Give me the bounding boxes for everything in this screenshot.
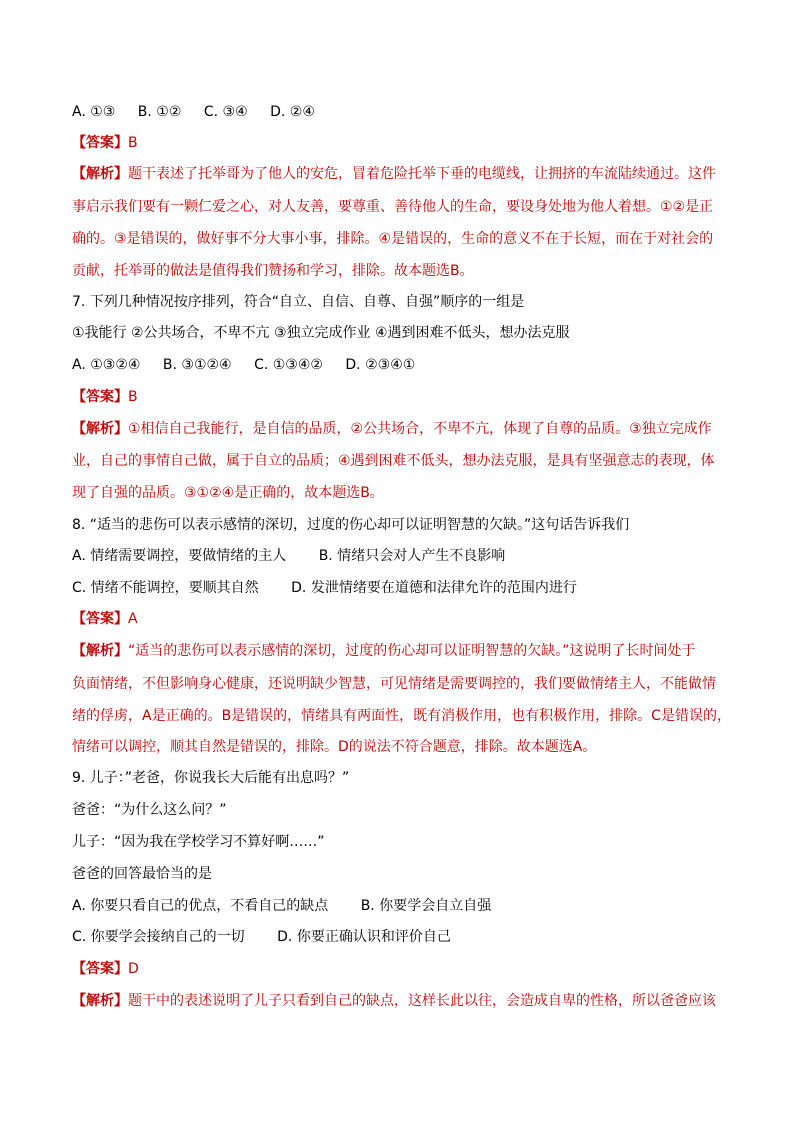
q6-analysis-line-1 (72, 164, 732, 184)
q9-answer (72, 959, 732, 979)
q8-analysis-line-1 (72, 641, 732, 661)
q8-option-row-1 (72, 546, 732, 566)
q7-analysis-line-2: 业，自己的事情自己做，属于自立的品质；④遇到困难不低头，想办法克服，是具有坚强意志的表现，体 (72, 453, 715, 469)
option-d: D. ②③④① (345, 357, 416, 373)
option-b: B. ③①②④ (162, 357, 232, 373)
option-d: D. ②④ (270, 104, 315, 120)
q8-stem: 8. “适当的悲伤可以表示感情的深切，过度的伤心却可以证明智慧的欠缺。”这句话告诉我们 (72, 517, 630, 533)
analysis-tag: 【解析】 (72, 421, 128, 437)
analysis-tag: 【解析】 (72, 993, 128, 1009)
answer-tag: 【答案】 (72, 611, 128, 627)
option-a: A. 情绪需要调控，要做情绪的主人 (72, 548, 287, 564)
option-d: D. 你要正确认识和评价自己 (277, 929, 451, 945)
q6-analysis-line-4: 贡献，托举哥的做法是值得我们赞扬和学习，排除。故本题选B。 (72, 263, 474, 279)
analysis-text: 题干表述了托举哥为了他人的安危，冒着危险托举下垂的电缆线，让拥挤的车流陆续通过。这件 (128, 166, 716, 182)
q6-options (72, 102, 732, 122)
q6-analysis-line-2: 事启示我们要有一颗仁爱之心，对人友善，要尊重、善待他人的生命，要设身处地为他人着想。①②是正 (72, 199, 714, 215)
q7-stem: 7. 下列几种情况按序排列，符合“自立、自信、自尊、自强”顺序的一组是 (72, 294, 525, 310)
answer-tag: 【答案】 (72, 961, 128, 977)
answer-tag: 【答案】 (72, 135, 128, 151)
q8-analysis-line-2: 负面情绪，不但影响身心健康，还说明缺少智慧，可见情绪是需要调控的，我们要做情绪主人，不能做情 (72, 676, 716, 692)
option-b: B. 情绪只会对人产生不良影响 (318, 548, 506, 564)
q8-answer (72, 609, 732, 629)
answer-value: D (128, 961, 139, 977)
q9-dialogue-line-3: 儿子：“因为我在学校学习不算好啊……” (72, 834, 325, 850)
analysis-text: 题干中的表述说明了儿子只看到自己的缺点，这样长此以往，会造成自卑的性格，所以爸爸应该 (128, 993, 716, 1009)
q9-option-row-1 (72, 896, 732, 916)
option-c: C. 你要学会接纳自己的一切 (72, 929, 245, 945)
q9-dialogue-line-1: 9. 儿子：”老爸，你说我长大后能有出息吗？” (72, 770, 350, 786)
option-b: B. ①② (137, 104, 182, 120)
q7-analysis-line-1 (72, 419, 732, 439)
answer-tag: 【答案】 (72, 389, 128, 405)
q7-analysis-line-3: 现了自强的品质。③①②④是正确的，故本题选B。 (72, 485, 384, 501)
option-a: A. 你要只看自己的优点，不看自己的缺点 (72, 898, 329, 914)
q7-items: ①我能行 ②公共场合，不卑不亢 ③独立完成作业 ④遇到困难不低头，想办法克服 (72, 325, 570, 341)
analysis-tag: 【解析】 (72, 643, 128, 659)
answer-value: A (128, 611, 138, 627)
q8-analysis-line-3: 绪的俘虏，A是正确的。B是错误的，情绪具有两面性，既有消极作用，也有积极作用，排除。C是错误的， (72, 708, 731, 724)
option-c: C. ③④ (203, 104, 248, 120)
q7-options (72, 355, 732, 375)
q6-analysis-line-3: 确的。③是错误的，做好事不分大事小事，排除。④是错误的，生命的意义不在于长短，而在于对社会的 (72, 231, 714, 247)
q6-answer (72, 133, 732, 153)
q9-dialogue-line-2: 爸爸：“为什么这么问？” (72, 802, 227, 818)
analysis-tag: 【解析】 (72, 166, 128, 182)
answer-value: B (128, 389, 138, 405)
q8-analysis-line-4: 情绪可以调控，顺其自然是错误的，排除。D的说法不符合题意，排除。故本题选A。 (72, 739, 597, 755)
q9-analysis-line-1 (72, 991, 732, 1011)
answer-value: B (128, 135, 138, 151)
q9-option-row-2 (72, 927, 732, 947)
option-a: A. ①③ (72, 104, 116, 120)
option-c: C. ①③④② (254, 357, 323, 373)
q8-option-row-2 (72, 578, 732, 598)
q9-stem: 爸爸的回答最恰当的是 (72, 866, 212, 882)
option-b: B. 你要学会自立自强 (360, 898, 492, 914)
analysis-text: “适当的悲伤可以表示感情的深切，过度的伤心却可以证明智慧的欠缺。”这说明了长时间处于 (128, 643, 696, 659)
analysis-text: ①相信自己我能行，是自信的品质，②公共场合，不卑不亢，体现了自尊的品质。③独立完成作 (128, 421, 712, 437)
option-c: C. 情绪不能调控，要顺其自然 (72, 580, 259, 596)
q7-answer (72, 387, 732, 407)
option-d: D. 发泄情绪要在道德和法律允许的范围内进行 (291, 580, 577, 596)
option-a: A. ①③②④ (72, 357, 141, 373)
